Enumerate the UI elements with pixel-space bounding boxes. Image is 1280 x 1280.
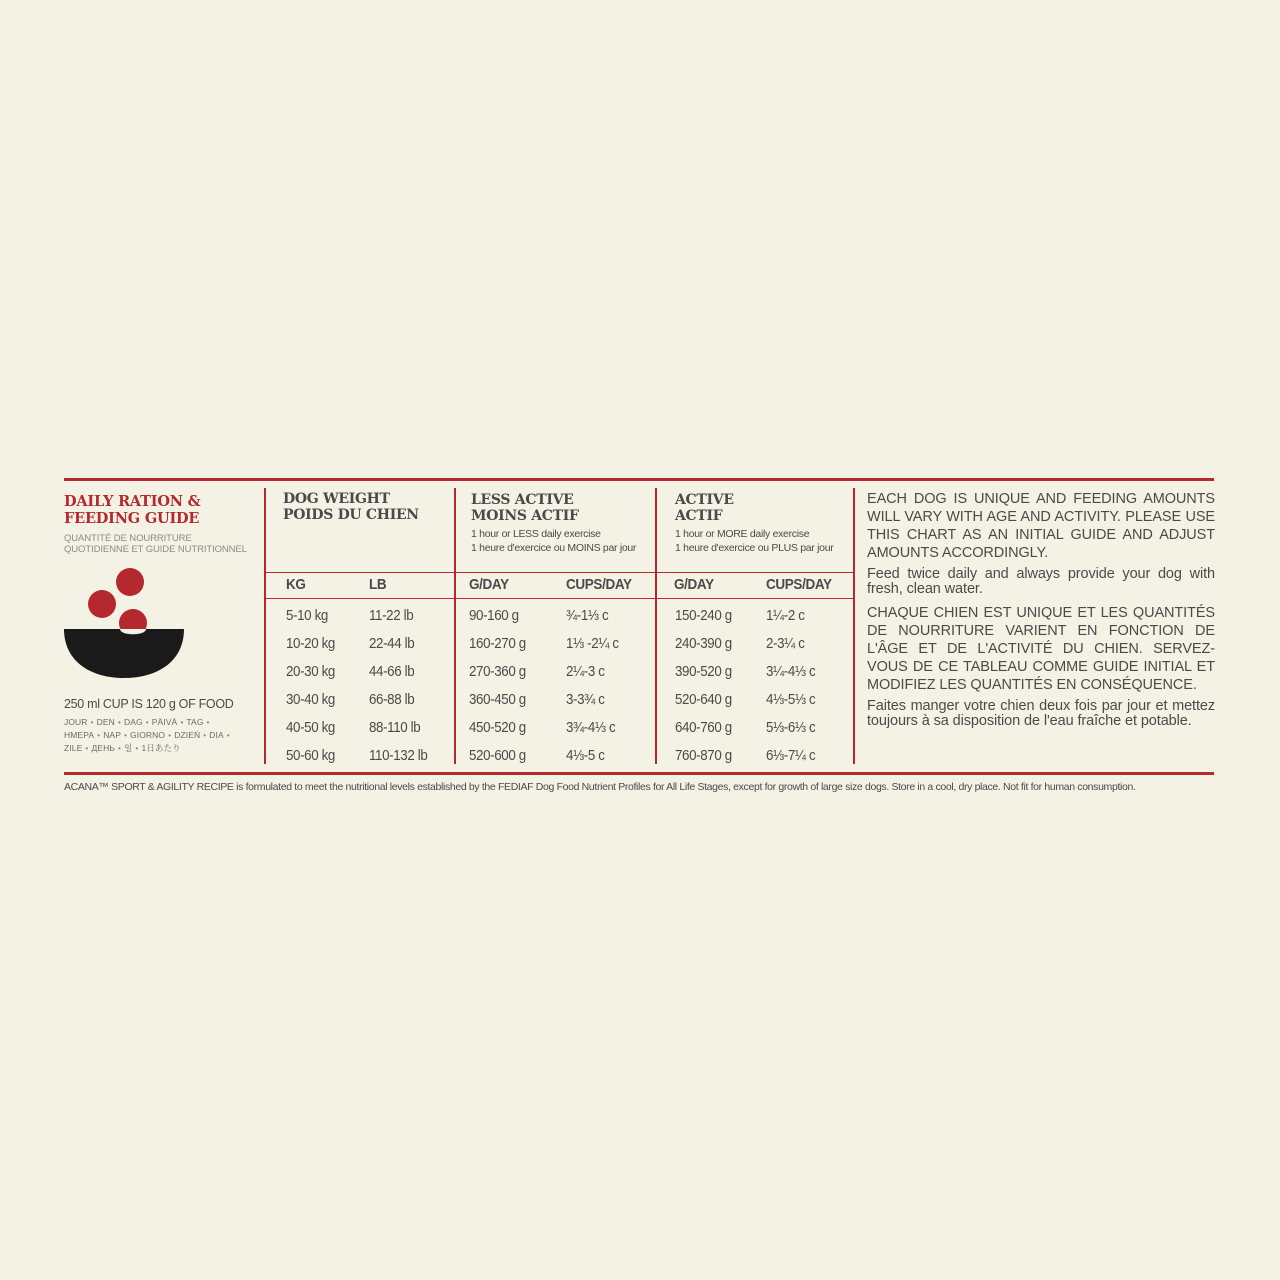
cell-active-gday: 150-240 g bbox=[675, 608, 732, 624]
cell-lb: 22-44 lb bbox=[369, 636, 415, 652]
col-header-less-cupsday: CUPS/DAY bbox=[566, 576, 632, 593]
cell-active-cups: 6⅓-7¼ c bbox=[766, 748, 816, 764]
info-english-feed: Feed twice daily and always provide your dog with fresh, clean water. bbox=[867, 566, 1215, 597]
cell-kg: 50-60 kg bbox=[286, 748, 335, 764]
active-note: 1 hour or MORE daily exercise 1 heure d'exercice ou PLUS par jour bbox=[675, 528, 834, 554]
cell-lb: 110-132 lb bbox=[369, 748, 428, 764]
less-active-heading: LESS ACTIVE MOINS ACTIF bbox=[471, 492, 579, 524]
cell-less-gday: 270-360 g bbox=[469, 664, 526, 680]
cup-note: 250 ml CUP IS 120 g OF FOOD bbox=[64, 697, 234, 711]
bottom-rule bbox=[64, 772, 1214, 775]
cell-lb: 44-66 lb bbox=[369, 664, 415, 680]
col-header-active-gday: G/DAY bbox=[674, 576, 714, 593]
cell-active-cups: 1¼-2 c bbox=[766, 608, 805, 624]
col-header-lb: LB bbox=[369, 576, 387, 593]
cell-lb: 11-22 lb bbox=[369, 608, 414, 624]
cell-less-cups: 3¾-4⅓ c bbox=[566, 720, 616, 736]
cell-less-gday: 90-160 g bbox=[469, 608, 519, 624]
col-header-active-cupsday: CUPS/DAY bbox=[766, 576, 832, 593]
col-header-less-gday: G/DAY bbox=[469, 576, 509, 593]
cell-less-gday: 160-270 g bbox=[469, 636, 526, 652]
cell-active-gday: 760-870 g bbox=[675, 748, 732, 764]
cell-less-cups: 1⅓ -2¼ c bbox=[566, 636, 619, 652]
less-active-note: 1 hour or LESS daily exercise 1 heure d'exercice ou MOINS par jour bbox=[471, 528, 637, 554]
header-bottom-line bbox=[266, 598, 853, 599]
header-top-line bbox=[266, 572, 853, 573]
footnote: ACANA™ SPORT & AGILITY RECIPE is formulated to meet the nutritional levels established by the FEDIAF Dog Food Nutrient Profiles for All Life Stages, except for growth of large size dogs. Store in a cool, dry place. Not fit for human consumption. bbox=[64, 781, 1136, 793]
info-french-caps: CHAQUE CHIEN EST UNIQUE ET LES QUANTITÉS DE NOURRITURE VARIENT EN FONCTION DE L'ÂGE ET DE L'ACTIVITÉ DU CHIEN. SERVEZ-VOUS DE CE TABLEAU COMME GUIDE INITIAL ET MODIFIEZ LES QUANTITÉS EN CONSÉQUENCE. bbox=[867, 605, 1215, 693]
cell-active-gday: 520-640 g bbox=[675, 692, 732, 708]
info-french-feed: Faites manger votre chien deux fois par jour et mettez toujours à sa disposition de l'eau fraîche et potable. bbox=[867, 698, 1215, 729]
divider-info bbox=[853, 488, 855, 764]
cell-active-cups: 5⅓-6⅓ c bbox=[766, 720, 816, 736]
cell-active-gday: 640-760 g bbox=[675, 720, 732, 736]
col-header-kg: KG bbox=[286, 576, 306, 593]
day-words: JOUR • DEN • DAG • PÄIVÄ • TAG • HMEPA • NAP • GIORNO • DZIEŃ • DIA • ZILE • ДЕНЬ • 일 • 1日あたり bbox=[64, 717, 230, 753]
cell-active-cups: 4⅓-5⅓ c bbox=[766, 692, 816, 708]
cell-kg: 40-50 kg bbox=[286, 720, 335, 736]
divider-active bbox=[655, 488, 657, 764]
cell-less-cups: ¾-1⅓ c bbox=[566, 608, 609, 624]
cell-less-gday: 520-600 g bbox=[469, 748, 526, 764]
guide-title: DAILY RATION & FEEDING GUIDE bbox=[64, 493, 201, 527]
cell-less-gday: 360-450 g bbox=[469, 692, 526, 708]
top-rule bbox=[64, 478, 1214, 481]
cell-active-cups: 3¼-4⅓ c bbox=[766, 664, 816, 680]
cell-less-cups: 2¼-3 c bbox=[566, 664, 605, 680]
cell-kg: 30-40 kg bbox=[286, 692, 335, 708]
cell-less-gday: 450-520 g bbox=[469, 720, 526, 736]
cell-active-gday: 390-520 g bbox=[675, 664, 732, 680]
cell-kg: 10-20 kg bbox=[286, 636, 335, 652]
divider-weight bbox=[264, 488, 266, 764]
cell-lb: 66-88 lb bbox=[369, 692, 415, 708]
guide-subtitle: QUANTITÉ DE NOURRITURE QUOTIDIENNE ET GUIDE NUTRITIONNEL bbox=[64, 533, 247, 555]
food-bowl-icon bbox=[62, 566, 188, 680]
cell-kg: 5-10 kg bbox=[286, 608, 328, 624]
info-english-caps: EACH DOG IS UNIQUE AND FEEDING AMOUNTS WILL VARY WITH AGE AND ACTIVITY. PLEASE USE THIS CHART AS AN INITIAL GUIDE AND ADJUST AMOUNTS ACCORDINGLY. bbox=[867, 491, 1215, 561]
active-heading: ACTIVE ACTIF bbox=[675, 492, 734, 524]
cell-less-cups: 4⅓-5 c bbox=[566, 748, 605, 764]
cell-active-gday: 240-390 g bbox=[675, 636, 732, 652]
divider-less bbox=[454, 488, 456, 764]
cell-active-cups: 2-3¼ c bbox=[766, 636, 805, 652]
cell-kg: 20-30 kg bbox=[286, 664, 335, 680]
cell-lb: 88-110 lb bbox=[369, 720, 421, 736]
dog-weight-heading: DOG WEIGHT POIDS DU CHIEN bbox=[283, 491, 419, 523]
cell-less-cups: 3-3¾ c bbox=[566, 692, 605, 708]
